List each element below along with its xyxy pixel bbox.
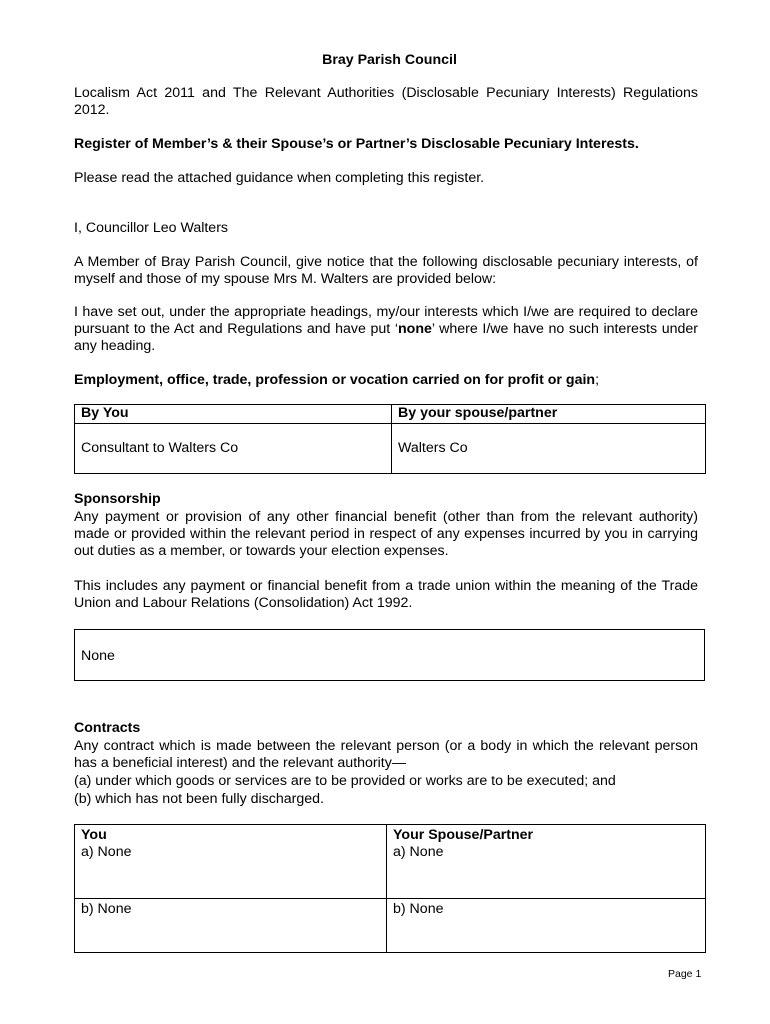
contracts-text: Any contract which is made between the relevant person (or a body in which the relevant person has a beneficial interest) and the relevant authority— bbox=[74, 738, 698, 771]
notice-paragraph: A Member of Bray Parish Council, give notice that the following disclosable pecuniary interests, of myself and those of my spouse Mrs M. Walters are provided below: bbox=[74, 254, 698, 287]
contracts-item-a: (a) under which goods or services are to be provided or works are to be executed; and bbox=[74, 773, 616, 789]
contracts-table bbox=[74, 824, 706, 953]
employment-heading: Employment, office, trade, profession or vocation carried on for profit or gain bbox=[74, 372, 596, 388]
sponsorship-value: None bbox=[81, 648, 115, 664]
employment-you-value: Consultant to Walters Co bbox=[75, 424, 392, 474]
table-row bbox=[75, 424, 706, 474]
contracts-item-b: (b) which has not been fully discharged. bbox=[74, 791, 324, 807]
page-title: Bray Parish Council bbox=[322, 52, 457, 68]
contracts-col-spouse: Your Spouse/Partner bbox=[393, 827, 534, 843]
employment-spouse-value: Walters Co bbox=[392, 424, 706, 474]
declare-none: none bbox=[398, 321, 432, 337]
declare-text-2: ’ where I/we have no such interests under any heading. bbox=[74, 321, 698, 354]
employment-col-you: By You bbox=[75, 405, 392, 424]
sponsorship-heading: Sponsorship bbox=[74, 491, 161, 507]
contracts-col-you: You bbox=[81, 827, 107, 843]
declare-text-1: I have set out, under the appropriate headings, my/our interests which I/we are required to declare pursuant to the Act and Regulations and have put ‘ bbox=[74, 304, 698, 337]
contracts-spouse-a: a) None bbox=[393, 844, 444, 860]
table-row bbox=[75, 405, 706, 424]
table-row bbox=[75, 899, 706, 953]
employment-col-spouse: By your spouse/partner bbox=[392, 405, 706, 424]
contracts-heading: Contracts bbox=[74, 720, 141, 736]
page-number: Page 1 bbox=[668, 968, 702, 980]
guidance-note: Please read the attached guidance when completing this register. bbox=[74, 170, 485, 186]
sponsorship-box bbox=[74, 629, 705, 681]
contracts-you-b: b) None bbox=[75, 899, 387, 953]
contracts-spouse-b: b) None bbox=[387, 899, 706, 953]
sponsorship-text: Any payment or provision of any other financial benefit (other than from the relevant authority) made or provided within the relevant period in respect of any expenses incurred by you in carrying out duties as a member, or towards your election expenses. bbox=[74, 509, 698, 559]
employment-heading-suffix: ; bbox=[595, 372, 600, 388]
councillor-name: I, Councillor Leo Walters bbox=[74, 220, 229, 236]
employment-table bbox=[74, 404, 706, 474]
register-heading: Register of Member’s & their Spouse’s or Partner’s Disclosable Pecuniary Interests. bbox=[74, 136, 639, 152]
table-row bbox=[75, 825, 706, 899]
contracts-you-a: a) None bbox=[81, 844, 132, 860]
contracts-cell-you-a bbox=[75, 825, 387, 899]
employment-heading-line bbox=[74, 372, 698, 389]
contracts-cell-spouse-a bbox=[387, 825, 706, 899]
declare-paragraph bbox=[74, 304, 698, 355]
sponsorship-trade-union-text: This includes any payment or financial benefit from a trade union within the meaning of the Trade Union and Labour Relations (Consolidation) Act 1992. bbox=[74, 578, 698, 611]
act-paragraph: Localism Act 2011 and The Relevant Authorities (Disclosable Pecuniary Interests) Regulations 2012. bbox=[74, 85, 698, 118]
